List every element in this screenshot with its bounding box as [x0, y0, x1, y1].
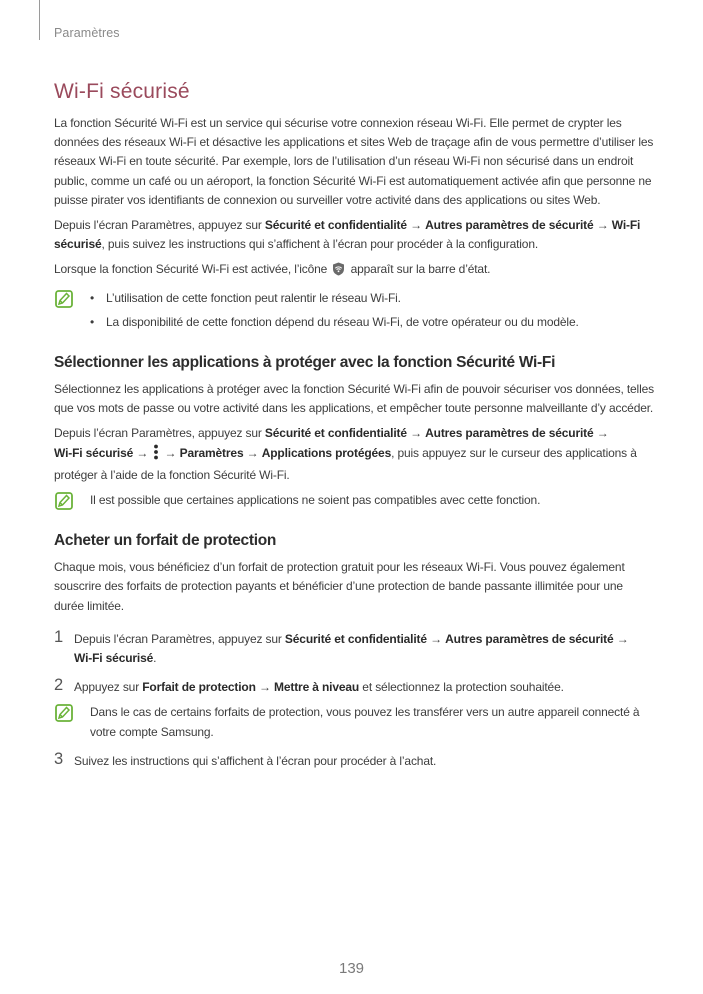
note-pencil-icon — [55, 290, 73, 308]
status-icon-sentence: Lorsque la fonction Sécurité Wi-Fi est activée, l’icône apparaît sur la barre d’état. — [54, 260, 654, 282]
section-title-buy-plan: Acheter un forfait de protection — [54, 532, 277, 550]
step-2: 2 Appuyez sur Forfait de protection → Mettre à niveau et sélectionnez la protection souhaitée. — [54, 676, 564, 695]
page-title: Wi-Fi sécurisé — [54, 80, 190, 103]
section-label: Paramètres — [54, 26, 120, 40]
step-1: 1 Depuis l’écran Paramètres, appuyez sur Sécurité et confidentialité → Autres paramètres de sécurité → Wi-Fi sécurisé. — [54, 627, 629, 666]
section-body: Chaque mois, vous bénéficiez d’un forfait de protection gratuit pour les réseaux Wi-Fi. Vous pouvez également souscrire des forfaits de protection payants et bénéficier d’une protection de bande passante illimitée pour une durée limitée. — [54, 560, 625, 613]
note-block — [54, 703, 654, 741]
note-bullet: • L’utilisation de cette fonction peut ralentir le réseau Wi-Fi. — [106, 289, 654, 308]
step-number: 2 — [54, 676, 64, 695]
wifi-shield-icon — [332, 262, 345, 282]
more-options-icon — [153, 444, 159, 466]
note-bullet: • La disponibilité de cette fonction dépend du réseau Wi-Fi, de votre opérateur ou du modèle. — [106, 313, 654, 332]
note-text: Dans le cas de certains forfaits de protection, vous pouvez les transférer vers un autre appareil connecté à votre compte Samsung. — [90, 705, 640, 739]
protect-apps-instructions: Depuis l’écran Paramètres, appuyez sur Sécurité et confidentialité → Autres paramètres de sécurité → Wi-Fi sécurisé → → Paramètres → Applications protégées, puis appuyez sur le curseur des applications à protéger à l’aide de la fonction Sécurité Wi-Fi. — [54, 426, 637, 482]
step-3: 3 Suivez les instructions qui s’affichent à l’écran pour procéder à l’achat. — [54, 749, 437, 768]
note-block — [54, 491, 654, 510]
intro-paragraph: La fonction Sécurité Wi-Fi est un service qui sécurise votre connexion réseau Wi-Fi. Elle permet de crypter les données des réseaux Wi-Fi et désactive les applications et sites Web de traçage afin de vous permettre d’utiliser les réseaux Wi-Fi en toute sécurité. Par exemple, lors de l’utilisation d’un réseau Wi-Fi non sécurisé dans un endroit public, comme un café ou un aéroport, la fonction Sécurité Wi-Fi est automatiquement activée afin que personne ne puisse pirater vos identifiants de connexion ou surveiller votre activité dans des applications ou sites Web. — [54, 116, 654, 207]
note-block — [54, 289, 654, 332]
setup-instructions: Depuis l’écran Paramètres, appuyez sur Sécurité et confidentialité → Autres paramètres de sécurité → Wi-Fi sécurisé, puis suivez les instructions qui s’affichent à l’écran pour procéder à la configuration. — [54, 218, 641, 252]
note-text: Il est possible que certaines applications ne soient pas compatibles avec cette fonction. — [90, 493, 541, 508]
note-pencil-icon — [55, 492, 73, 510]
header-rule — [39, 0, 40, 40]
page-content — [54, 80, 654, 777]
section-title-protect-apps: Sélectionner les applications à protéger avec la fonction Sécurité Wi-Fi — [54, 354, 556, 372]
step-number: 1 — [54, 627, 64, 646]
step-number: 3 — [54, 749, 64, 768]
page-number: 139 — [338, 960, 365, 977]
section-body: Sélectionnez les applications à protéger avec la fonction Sécurité Wi-Fi afin de pouvoir sécuriser vos données, telles que vos mots de passe ou votre activité dans les applications, et empêcher toute personne malveillante d’y accéder. — [54, 382, 654, 416]
note-pencil-icon — [55, 704, 73, 722]
